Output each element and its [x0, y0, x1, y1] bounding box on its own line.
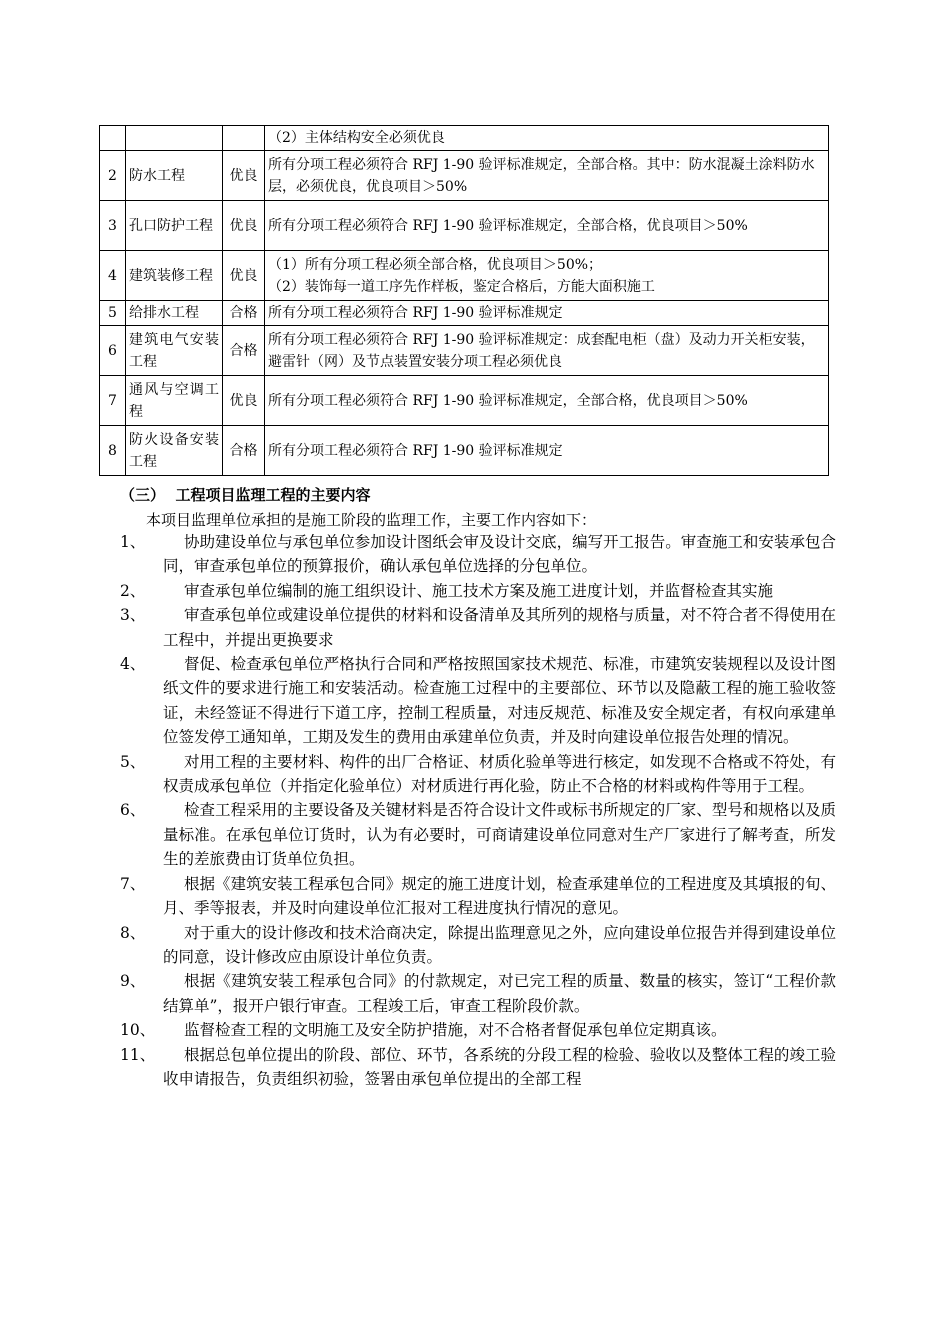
quality-grade: 合格	[223, 301, 265, 326]
row-number: 2	[100, 151, 126, 201]
list-item	[120, 969, 836, 1018]
standards-table	[99, 125, 829, 476]
requirement-text: （1）所有分项工程必须全部合格，优良项目＞50%； （2）装饰每一道工序先作样板，鉴定合格后，方能大面积施工	[265, 251, 829, 301]
row-number: 3	[100, 201, 126, 251]
quality-grade: 合格	[223, 426, 265, 476]
quality-grade: 优良	[223, 151, 265, 201]
list-item-number: 1、	[120, 533, 146, 551]
list-item-text: 对用工程的主要材料、构件的出厂合格证、材质化验单等进行核定，如发现不合格或不符处，有权责成承包单位（并指定化验单位）对材质进行再化验，防止不合格的材料或构件等用于工程。	[163, 752, 836, 796]
list-item-number: 2、	[120, 581, 146, 600]
list-item	[120, 603, 836, 652]
row-number	[100, 126, 126, 151]
list-item-number: 8、	[120, 923, 146, 942]
list-item-number: 3、	[120, 606, 146, 625]
list-item	[120, 652, 836, 750]
list-item-number: 9、	[120, 972, 146, 991]
table-row	[100, 376, 829, 426]
list-item-text: 审查承包单位编制的施工组织设计、施工技术方案及施工进度计划，并监督检查其实施	[184, 581, 774, 600]
list-item-text: 协助建设单位与承包单位参加设计图纸会审及设计交底，编写开工报告。审查施工和安装承包合同，审查承包单位的预算报价，确认承包单位选择的分包单位。	[163, 533, 836, 576]
requirement-text: 所有分项工程必须符合 RFJ 1-90 验评标准规定，全部合格。其中：防水混凝土涂料防水层，必须优良，优良项目＞50%	[265, 151, 829, 201]
list-item-number: 6、	[120, 801, 146, 820]
requirement-text: 所有分项工程必须符合 RFJ 1-90 验评标准规定，全部合格，优良项目＞50%	[265, 201, 829, 251]
project-name: 孔口防护工程	[126, 201, 223, 251]
requirement-text: （2）主体结构安全必须优良	[265, 126, 829, 151]
project-name: 建筑电气安装工程	[126, 326, 223, 376]
project-name: 防水工程	[126, 151, 223, 201]
row-number: 6	[100, 326, 126, 376]
list-item-text: 督促、检查承包单位严格执行合同和严格按照国家技术规范、标准，市建筑安装规程以及设计图纸文件的要求进行施工和安装活动。检查施工过程中的主要部位、环节以及隐蔽工程的施工验收签证，未经签证不得进行下道工序，控制工程质量，对违反规范、标准及安全规定者，有权向承建单位签发停工通知单，工期及发生的费用由承建单位负责，并及时向建设单位报告处理的情况。	[163, 655, 836, 747]
list-item	[120, 872, 836, 921]
table-row	[100, 426, 829, 476]
list-item	[120, 530, 836, 579]
quality-grade: 优良	[223, 201, 265, 251]
list-item-text: 检查工程采用的主要设备及关键材料是否符合设计文件或标书所规定的厂家、型号和规格以及质量标准。在承包单位订货时，认为有必要时，可商请建设单位同意对生产厂家进行了解考查，所发生的差旅费由订货单位负担。	[163, 801, 836, 869]
list-item-text: 监督检查工程的文明施工及安全防护措施，对不合格者督促承包单位定期真该。	[184, 1021, 727, 1040]
list-item	[120, 750, 836, 799]
list-item	[120, 1043, 836, 1092]
list-item-number: 5、	[120, 752, 146, 771]
list-item-text: 根据《建筑安装工程承包合同》的付款规定，对已完工程的质量、数量的核实，签订“工程价款结算单”，报开户银行审查。工程竣工后，审查工程阶段价款。	[163, 972, 836, 1015]
quality-grade	[223, 126, 265, 151]
list-item-text: 根据《建筑安装工程承包合同》规定的施工进度计划，检查承建单位的工程进度及其填报的旬、月、季等报表，并及时向建设单位汇报对工程进度执行情况的意见。	[163, 874, 836, 918]
list-item	[120, 798, 836, 871]
list-item-text: 审查承包单位或建设单位提供的材料和设备清单及其所列的规格与质量，对不符合者不得使用在工程中，并提出更换要求	[163, 606, 836, 649]
list-item-text: 对于重大的设计修改和技术洽商决定，除提出监理意见之外，应向建设单位报告并得到建设单位的同意，设计修改应由原设计单位负责。	[163, 923, 836, 966]
row-number: 8	[100, 426, 126, 476]
table-row	[100, 301, 829, 326]
list-item	[120, 579, 836, 603]
project-name	[126, 126, 223, 151]
section-heading: （三） 工程项目监理工程的主要内容	[120, 486, 371, 504]
list-item-number: 10、	[120, 1021, 156, 1040]
list-item	[120, 1018, 836, 1042]
project-name: 给排水工程	[126, 301, 223, 326]
row-number: 5	[100, 301, 126, 326]
project-name: 建筑装修工程	[126, 251, 223, 301]
list-item	[120, 921, 836, 970]
list-item-number: 7、	[120, 874, 146, 893]
quality-grade: 优良	[223, 376, 265, 426]
work-content-list	[120, 530, 836, 1091]
list-item-text: 根据总包单位提出的阶段、部位、环节，各系统的分段工程的检验、验收以及整体工程的竣工验收申请报告，负责组织初验，签署由承包单位提出的全部工程	[163, 1045, 836, 1088]
list-item-number: 4、	[120, 655, 146, 674]
table-row	[100, 151, 829, 201]
project-name: 防火设备安装工程	[126, 426, 223, 476]
requirement-text: 所有分项工程必须符合 RFJ 1-90 验评标准规定，全部合格，优良项目＞50%	[265, 376, 829, 426]
standards-table-body	[100, 126, 829, 476]
requirement-text: 所有分项工程必须符合 RFJ 1-90 验评标准规定：成套配电柜（盘）及动力开关柜安装，避雷针（网）及节点装置安装分项工程必须优良	[265, 326, 829, 376]
project-name: 通风与空调工程	[126, 376, 223, 426]
table-row	[100, 201, 829, 251]
requirement-text: 所有分项工程必须符合 RFJ 1-90 验评标准规定	[265, 426, 829, 476]
row-number: 4	[100, 251, 126, 301]
row-number: 7	[100, 376, 126, 426]
section-intro: 本项目监理单位承担的是施工阶段的监理工作，主要工作内容如下：	[146, 511, 597, 529]
table-row	[100, 126, 829, 151]
quality-grade: 合格	[223, 326, 265, 376]
list-item-number: 11、	[120, 1045, 156, 1064]
table-row	[100, 251, 829, 301]
quality-grade: 优良	[223, 251, 265, 301]
requirement-text: 所有分项工程必须符合 RFJ 1-90 验评标准规定	[265, 301, 829, 326]
table-row	[100, 326, 829, 376]
